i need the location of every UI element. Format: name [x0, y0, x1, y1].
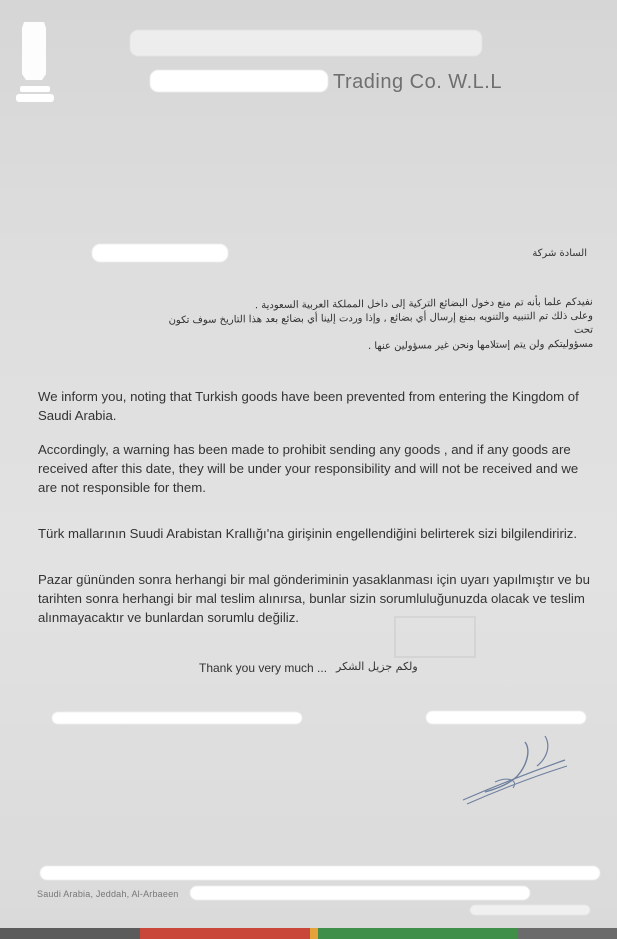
- redaction-footer-line-1: [40, 866, 600, 880]
- arabic-body: [150, 296, 594, 357]
- redaction-footer-line-2: [190, 886, 530, 900]
- arabic-line-2: وعلى ذلك تم التنبيه والتنويه بمنع إرسال أي بضائع , وإذا وردت إلينا أي بضائع بعد هذا التاريخ سوف تكون تحت: [168, 310, 594, 336]
- stripe-segment: [318, 928, 518, 939]
- redaction-recipient: [92, 244, 228, 262]
- company-name-english: Trading Co. W.L.L: [333, 71, 502, 93]
- arabic-line-3: مسؤوليتكم ولن يتم إستلامها ونحن غير مسؤولين عنها .: [367, 338, 594, 353]
- english-paragraph-1: We inform you, noting that Turkish goods have been prevented from entering the Kingdom of Saudi Arabia.: [38, 389, 579, 423]
- handwritten-signature: [455, 730, 575, 810]
- footer-address: Saudi Arabia, Jeddah, Al-Arbaeen: [37, 889, 179, 899]
- redaction-company-english: [150, 70, 328, 92]
- redaction-right-signatory: [426, 711, 586, 724]
- turkish-paragraph-2: Pazar gününden sonra herhangi bir mal gönderiminin yasaklanması için uyarı yapılmıştır ve bu tarihten sonra herhangi bir mal teslim alınırsa, bunlar sizin sorumluluğunuzda olacak ve teslim alınmayacaktır ve bunlardan sorumlu değiliz.: [38, 572, 590, 625]
- english-paragraph-2: Accordingly, a warning has been made to prohibit sending any goods , and if any goods are received after this date, they will be under your responsibility and will not be received and we are not responsible for them.: [38, 442, 579, 495]
- arabic-line-1: نفيدكم علما بأنه تم منع دخول البضائع التركية إلى داخل المملكة العربية السعودية .: [254, 296, 593, 312]
- stripe-segment: [518, 928, 617, 939]
- closing-arabic: ولكم جزيل الشكر: [336, 660, 418, 673]
- redaction-company-arabic: [130, 30, 482, 56]
- salutation: السادة شركة: [532, 248, 587, 259]
- redaction-footer-line-3: [470, 905, 590, 915]
- company-logo: [14, 14, 56, 104]
- watermark: [390, 612, 480, 662]
- stripe-segment: [140, 928, 310, 939]
- footer-color-stripe: [0, 928, 617, 939]
- stripe-segment: [310, 928, 318, 939]
- redaction-left-signatory: [52, 712, 302, 724]
- closing-english: Thank you very much ...: [199, 661, 328, 675]
- turkish-paragraph-1: Türk mallarının Suudi Arabistan Krallığı'na girişinin engellendiğini belirterek sizi bilgilendiririz.: [38, 526, 578, 541]
- stripe-segment: [0, 928, 140, 939]
